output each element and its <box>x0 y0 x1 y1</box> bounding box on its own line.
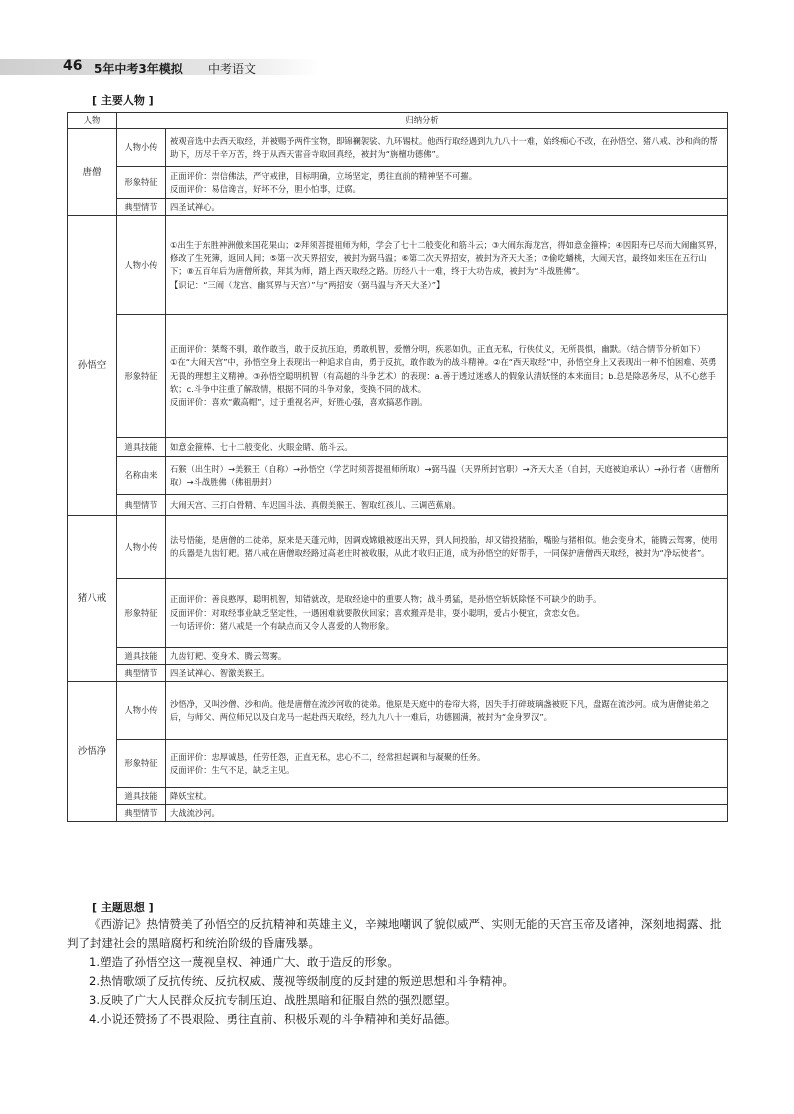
theme-intro: 《西游记》热情赞美了孙悟空的反抗精神和英雄主义，辛辣地嘲讽了貌似威严、实则无能的天宫玉帝及诸神，深刻地揭露、批判了封建社会的黑暗腐朽和统治阶级的昏庸残暴。 <box>67 917 722 950</box>
zhubajie-bio: 法号悟能，是唐僧的二徒弟，原来是天蓬元帅，因调戏嫦娥被逐出天界，到人间投胎，却又错投猪胎，嘴脸与猪相似。他会变身术，能腾云驾雾，使用的兵器是九齿钉耙。猪八戒在唐僧取经路过高老庄时被收服，从此才收归正道，成为孙悟空的好帮手，一同保护唐僧西天取经，被封为“净坛使者”。 <box>166 516 728 579</box>
sunwukong-names: 石猴（出生时）→美猴王（自称）→孙悟空（学艺时须菩提祖师所取）→弼马温（天界所封官职）→齐天大圣（自封，天庭被迫承认）→孙行者（唐僧所取）→斗战胜佛（佛祖册封） <box>166 457 728 495</box>
tangseng-traits: 正面评价：崇信佛法，严守戒律，目标明确，立场坚定，勇往直前的精神坚不可摧。 反面评价：易信谗言，好坏不分，胆小怕事，迂腐。 <box>166 167 728 199</box>
table-row <box>68 788 728 805</box>
shawujing-bio: 沙悟净，又叫沙僧、沙和尚。他是唐僧在流沙河收的徒弟。他原是天庭中的卷帘大将，因失手打碎玻璃盏被贬下凡，盘踞在流沙河。成为唐僧徒弟之后，与师父、两位师兄以及白龙马一起赴西天取经，经九九八十一难后，功德圆满，被封为“金身罗汉”。 <box>166 682 728 740</box>
table-row <box>68 648 728 665</box>
category-label: 道具技能 <box>117 788 166 805</box>
character-name-sunwukong: 孙悟空 <box>68 216 117 516</box>
category-label: 人物小传 <box>117 129 166 167</box>
tangseng-plot: 四圣试禅心。 <box>166 199 728 216</box>
characters-section-title: [ 主要人物 ] <box>92 94 154 107</box>
table-row <box>68 129 728 167</box>
theme-section <box>67 915 732 1029</box>
subject-title: 中考语文 <box>208 62 257 76</box>
character-name-shawujing: 沙悟净 <box>68 682 117 822</box>
table-row <box>68 457 728 495</box>
shawujing-traits: 正面评价：忠厚诚恳，任劳任怨，正直无私，忠心不二，经常担起调和与凝聚的任务。 反面评价：生气不足，缺乏主见。 <box>166 740 728 788</box>
sunwukong-plot: 大闹天宫、三打白骨精、车迟国斗法、真假美猴王、智取红孩儿、三调芭蕉扇。 <box>166 495 728 516</box>
table-row <box>68 740 728 788</box>
theme-section-title: [ 主题思想 ] <box>92 901 154 914</box>
table-row <box>68 665 728 682</box>
category-label: 人物小传 <box>117 682 166 740</box>
category-label: 形象特征 <box>117 579 166 648</box>
table-row <box>68 315 728 438</box>
theme-point-1: 1.塑造了孙悟空这一蔑视皇权、神通广大、敢于造反的形象。 <box>89 955 399 969</box>
tangseng-bio: 被观音选中去西天取经，并被赐予两件宝物，即锦襕袈裟、九环锡杖。他西行取经遇到九九八十一难，始终痴心不改，在孙悟空、猪八戒、沙和尚的帮助下，历尽千辛万苦，终于从西天雷音寺取回真经，被封为“旃檀功德佛”。 <box>166 129 728 167</box>
theme-point-2: 2.热情歌颂了反抗传统、反抗权威、蔑视等级制度的反封建的叛逆思想和斗争精神。 <box>89 974 514 988</box>
col-analysis-header: 归纳分析 <box>117 113 728 129</box>
sunwukong-skills: 如意金箍棒、七十二般变化、火眼金睛、筋斗云。 <box>166 438 728 457</box>
table-row <box>68 579 728 648</box>
col-person-header: 人物 <box>68 113 117 129</box>
table-row <box>68 199 728 216</box>
category-label: 人物小传 <box>117 516 166 579</box>
character-name-zhubajie: 猪八戒 <box>68 516 117 682</box>
table-row <box>68 495 728 516</box>
sunwukong-traits: 正面评价：桀骜不驯，敢作敢当，敢于反抗压迫，勇敢机智，爱憎分明，疾恶如仇，正直无私，行侠仗义，无所畏惧，幽默。（结合情节分析如下） ①在“大闹天宫”中，孙悟空身上表现出一种追求自由，勇于反抗，敢作敢为的战斗精神。②在“西天取经”中，孙悟空身上又表现出一种不怕困难、英勇无畏的理想主义精神。③孙悟空聪明机智（有高超的斗争艺术）的表现：a.善于透过迷惑人的假象认清妖怪的本来面目；b.总是除恶务尽，从不心慈手软；c.斗争中注重了解敌情，根据不同的斗争对象，变换不同的战术。 反面评价：喜欢“戴高帽”，过于重视名声，好胜心强，喜欢搞恶作剧。 <box>166 315 728 438</box>
characters-table <box>67 112 728 822</box>
category-label: 典型情节 <box>117 199 166 216</box>
category-label: 名称由来 <box>117 457 166 495</box>
table-row <box>68 167 728 199</box>
category-label: 形象特征 <box>117 315 166 438</box>
sunwukong-bio: ①出生于东胜神洲傲来国花果山；②拜须菩提祖师为师，学会了七十二般变化和筋斗云；③大闹东海龙宫，得如意金箍棒；④因阳寿已尽而大闹幽冥界，修改了生死簿，返回人间；⑤第一次天界招安，被封为弼马温；⑥第二次天界招安，被封为齐天大圣；⑦偷吃蟠桃，大闹天宫，最终如来压在五行山下；⑧五百年后为唐僧所救，拜其为师，踏上西天取经之路。历经八十一难，终于大功告成，被封为“斗战胜佛”。 【识记：“三闹（龙宫、幽冥界与天宫）”与“两招安（弼马温与齐天大圣）”】 <box>166 216 728 315</box>
zhubajie-skills: 九齿钉耙、变身术、腾云驾雾。 <box>166 648 728 665</box>
category-label: 形象特征 <box>117 167 166 199</box>
category-label: 道具技能 <box>117 438 166 457</box>
table-header-row <box>68 113 728 129</box>
book-title: 5年中考3年模拟 <box>94 62 183 76</box>
shawujing-plot: 大战流沙河。 <box>166 805 728 822</box>
category-label: 典型情节 <box>117 495 166 516</box>
theme-point-3: 3.反映了广大人民群众反抗专制压迫、战胜黑暗和征服自然的强烈愿望。 <box>89 993 457 1007</box>
category-label: 典型情节 <box>117 665 166 682</box>
zhubajie-plot: 四圣试禅心、智激美猴王。 <box>166 665 728 682</box>
zhubajie-traits: 正面评价：善良憨厚，聪明机智，知错就改，是取经途中的重要人物；战斗勇猛，是孙悟空斩妖除怪不可缺少的助手。 反面评价：对取经事业缺乏坚定性，一遇困难就要散伙回家；喜欢搬弄是非，耍小聪明，爱占小便宜，贪恋女色。 一句话评价：猪八戒是一个有缺点而又令人喜爱的人物形象。 <box>166 579 728 648</box>
page-header <box>0 56 794 78</box>
table-row <box>68 216 728 315</box>
table-row <box>68 682 728 740</box>
character-name-tangseng: 唐僧 <box>68 129 117 216</box>
table-row <box>68 805 728 822</box>
shawujing-skills: 降妖宝杖。 <box>166 788 728 805</box>
category-label: 人物小传 <box>117 216 166 315</box>
category-label: 典型情节 <box>117 805 166 822</box>
page-number: 46 <box>63 58 83 74</box>
theme-point-4: 4.小说还赞扬了不畏艰险、勇往直前、积极乐观的斗争精神和美好品德。 <box>89 1012 457 1026</box>
table-row <box>68 438 728 457</box>
category-label: 道具技能 <box>117 648 166 665</box>
table-row <box>68 516 728 579</box>
category-label: 形象特征 <box>117 740 166 788</box>
